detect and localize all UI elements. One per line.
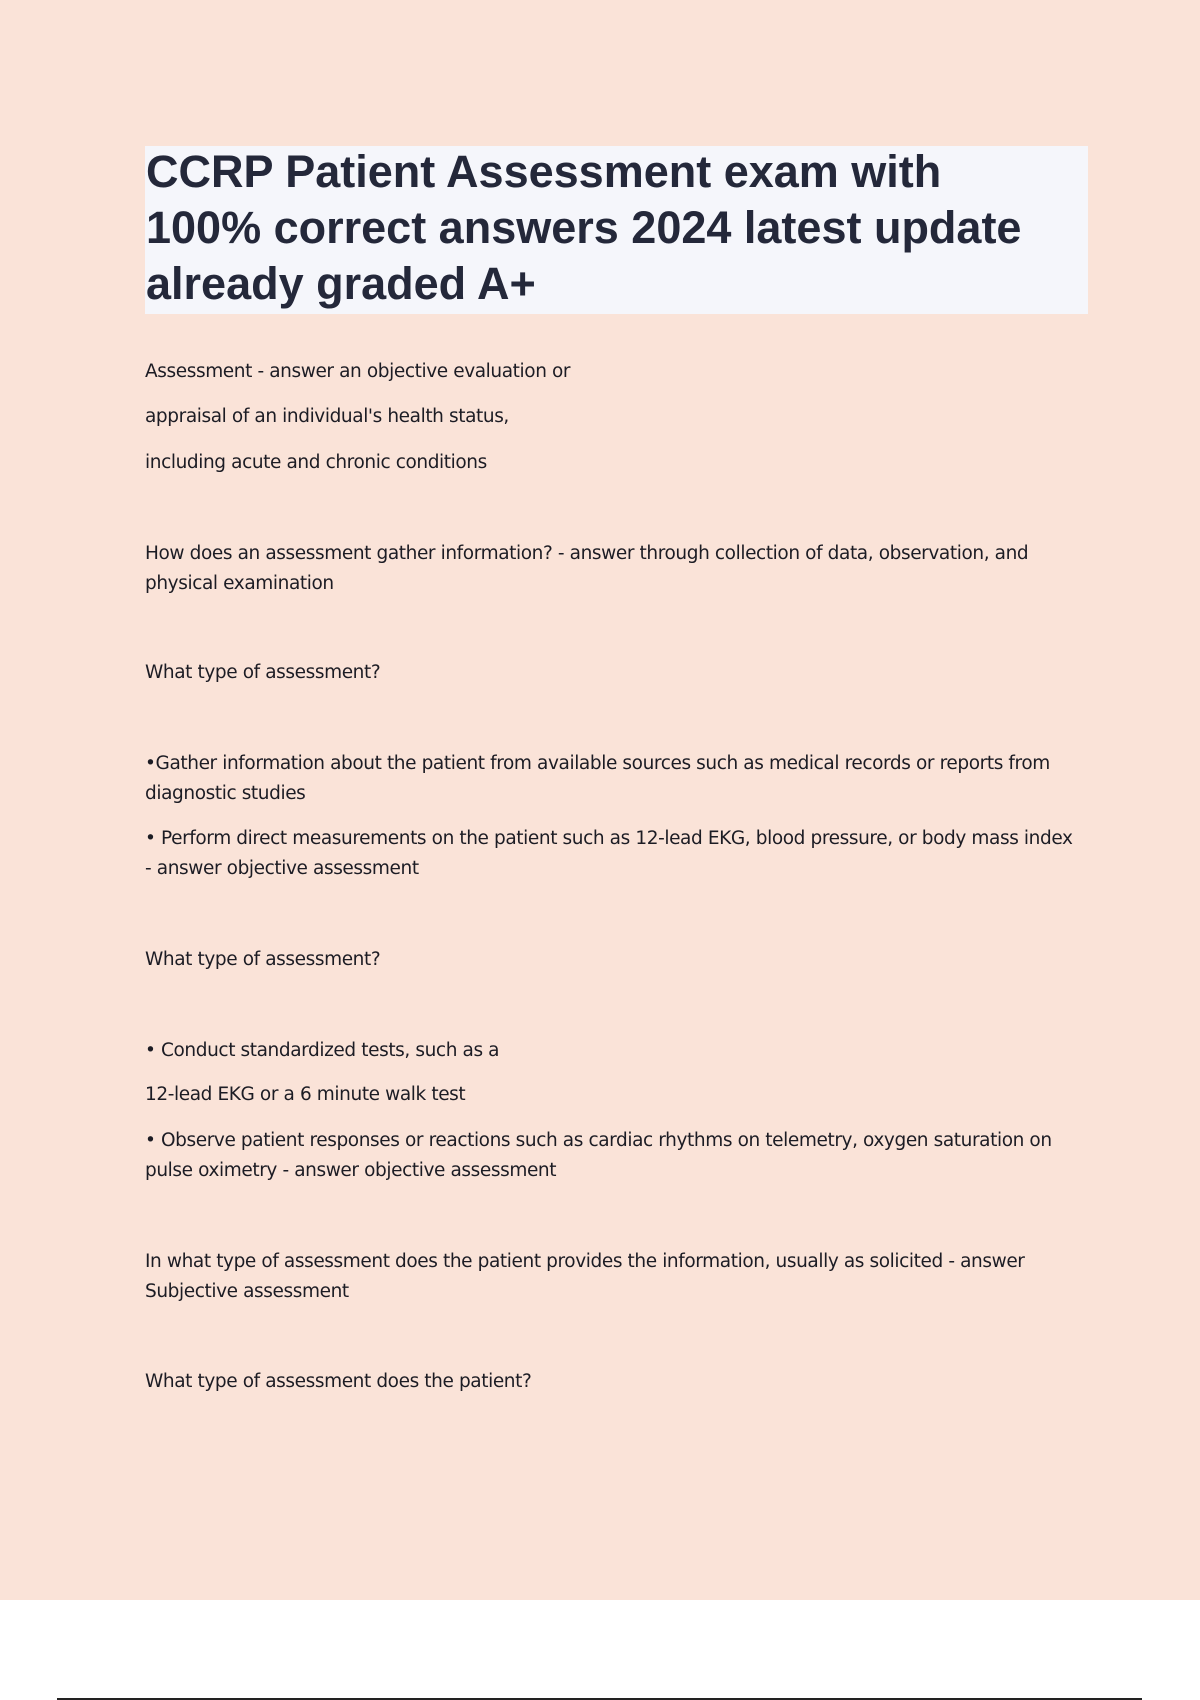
document-title: CCRP Patient Assessment exam with 100% correct answers 2024 latest update already graded A+ (146, 146, 1022, 309)
question-type-1: What type of assessment? (145, 662, 381, 683)
line-ekg-walk-test: 12-lead EKG or a 6 minute walk test (145, 1084, 466, 1105)
question-type-2: What type of assessment? (145, 949, 381, 970)
bullet-perform-measurements: • Perform direct measurements on the patient such as 12-lead EKG, blood pressure, or body mass index - answer objective assessment (145, 828, 1073, 879)
bullet-observe-responses: • Observe patient responses or reactions such as cardiac rhythms on telemetry, oxygen saturation on pulse oximetry - answer objective assessment (145, 1130, 1052, 1181)
definition-line-3: including acute and chronic conditions (145, 452, 487, 473)
question-gather-information: How does an assessment gather information? - answer through collection of data, observation, and physical examination (145, 543, 1029, 594)
definition-line-2: appraisal of an individual's health status, (145, 406, 509, 427)
question-type-patient: What type of assessment does the patient? (145, 1371, 532, 1392)
bullet-gather-information: •Gather information about the patient from available sources such as medical records or reports from diagnostic studies (145, 753, 1050, 804)
bullet-conduct-tests: • Conduct standardized tests, such as a (145, 1040, 500, 1061)
definition-line-1: Assessment - answer an objective evaluation or (145, 361, 571, 382)
question-subjective-assessment: In what type of assessment does the patient provides the information, usually as solicited - answer Subjective assessment (145, 1251, 1025, 1302)
